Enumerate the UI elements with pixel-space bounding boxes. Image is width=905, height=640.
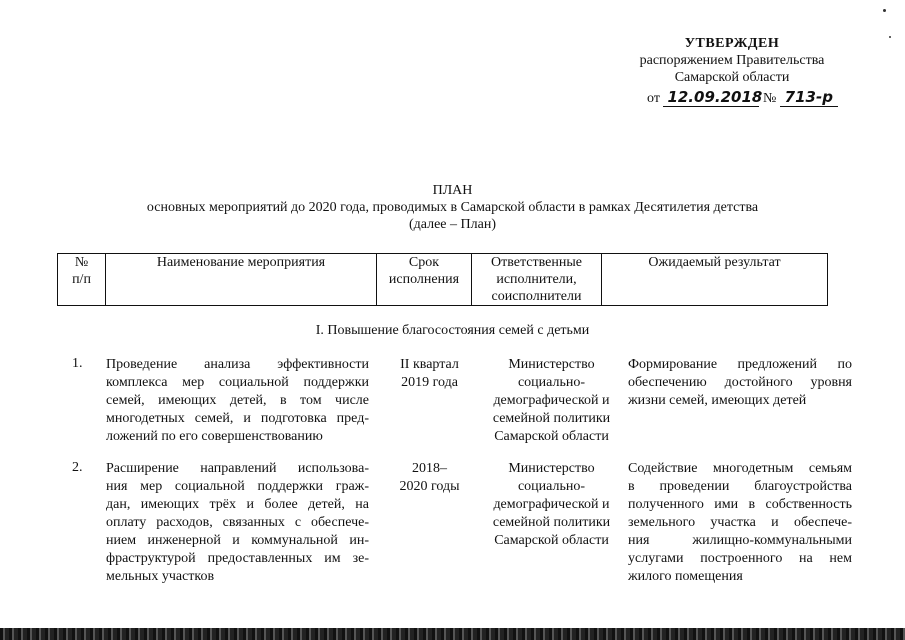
header-col-name: Наименование мероприятия (106, 254, 377, 306)
scan-speck (889, 36, 891, 38)
scan-speck (883, 9, 886, 12)
row-activity-name: Проведение анализа эффективности комплекса мер социальной поддержки семей, имеющих детей, в том числе многодетных семей, и подготовка пред- ложений по его совершенствованию (106, 357, 369, 444)
approval-line-2: Самарской области (674, 70, 790, 85)
row-expected-result: Формирование предложений по обеспечению достойного уровня жизни семей, имеющих детей (628, 357, 852, 408)
row-term: 2018– 2020 годы (399, 461, 460, 494)
row-expected-result: Содействие многодетным семьям в проведении благоустройства полученного ими в собственность земельного участка и обеспече- ния жилищно-коммунальными услугами построенного на нем жилого помещения (628, 461, 852, 584)
handwritten-date: 12.09.2018 (663, 88, 759, 107)
header-col-term: Срок исполнения (377, 254, 472, 306)
approval-block (617, 35, 847, 86)
scan-edge-bar (0, 628, 905, 640)
approval-date-line (647, 88, 867, 107)
row-responsible: Министерство социально- демографической и семейной политики Самарской области (492, 357, 611, 444)
approval-line-1: распоряжением Правительства (639, 53, 825, 68)
row-number: 1. (72, 356, 83, 371)
number-prefix: № (762, 91, 777, 106)
table-header (57, 253, 828, 306)
handwritten-number: 713-р (780, 88, 838, 107)
row-activity-name: Расширение направлений использова- ния мер социальной поддержки граж- дан, имеющих трёх и более детей, на оплату расходов, связанных с обеспече- нием инженерной и коммунальной ин- фраструктурой предоставленных им зе- мельных участков (106, 461, 369, 584)
header-col-responsible: Ответственные исполнители, соисполнители (472, 254, 602, 306)
section-title: I. Повышение благосостояния семей с детьми (315, 323, 590, 338)
header-col-num: № п/п (58, 254, 106, 306)
date-prefix: от (647, 91, 660, 106)
plan-subtitle: основных мероприятий до 2020 года, проводимых в Самарской области в рамках Десятилетия детства (146, 200, 759, 215)
plan-note: (далее – План) (408, 217, 496, 232)
plan-title-block (0, 182, 905, 233)
row-term: II квартал 2019 года (400, 357, 459, 390)
plan-title: ПЛАН (432, 183, 473, 198)
header-col-result: Ожидаемый результат (602, 254, 828, 306)
approval-title: УТВЕРЖДЕН (684, 36, 780, 51)
row-responsible: Министерство социально- демографической и семейной политики Самарской области (492, 461, 611, 548)
row-number: 2. (72, 460, 83, 475)
